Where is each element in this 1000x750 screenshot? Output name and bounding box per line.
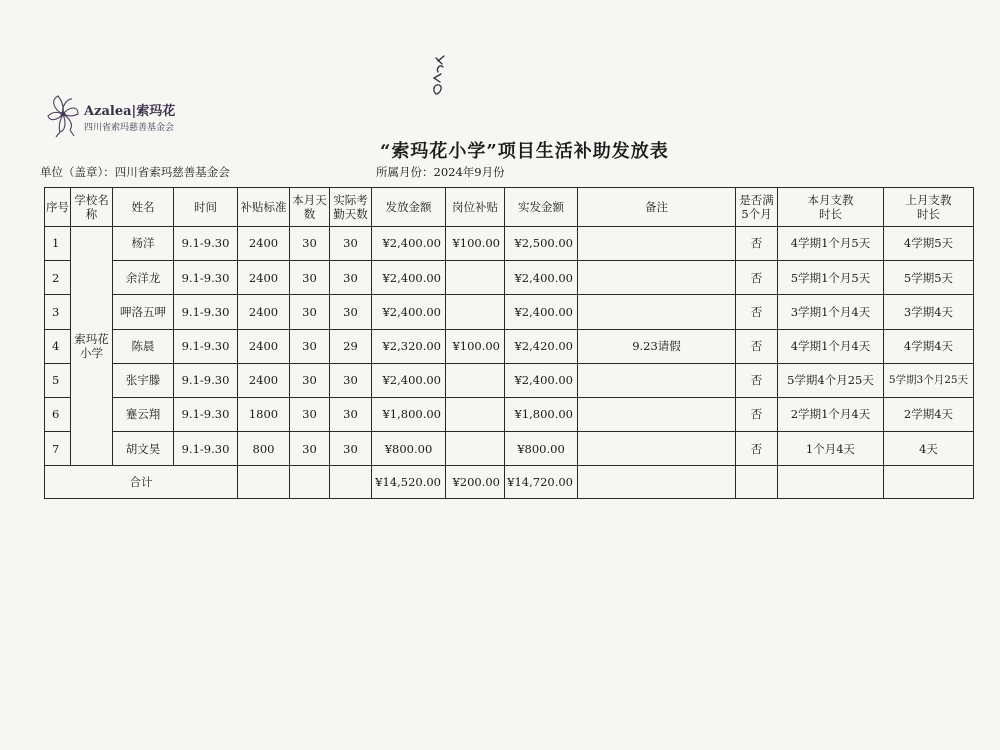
cell-net-amount: ¥2,400.00	[505, 295, 578, 329]
cell-month-days: 30	[290, 397, 330, 431]
subsidy-table	[44, 187, 974, 499]
logo-brand-text: Azalea|索玛花	[84, 104, 176, 119]
cell-name: 余洋龙	[113, 261, 174, 295]
total-row	[45, 466, 974, 499]
cell-period: 9.1-9.30	[174, 295, 238, 329]
header-seq: 序号	[45, 188, 71, 227]
cell-seq: 3	[45, 295, 71, 329]
cell-period: 9.1-9.30	[174, 397, 238, 431]
foundation-logo	[44, 92, 194, 142]
cell-standard: 2400	[238, 295, 290, 329]
cell-net-amount: ¥2,500.00	[505, 227, 578, 261]
total-empty-cell	[290, 466, 330, 499]
cell-name: 呷洛五呷	[113, 295, 174, 329]
cell-last-month-duration: 2学期4天	[884, 397, 974, 431]
cell-net-amount: ¥1,800.00	[505, 397, 578, 431]
cell-post-subsidy	[446, 363, 505, 397]
cell-month-days: 30	[290, 261, 330, 295]
cell-seq: 7	[45, 432, 71, 466]
cell-standard: 2400	[238, 227, 290, 261]
cell-five-months: 否	[736, 363, 778, 397]
table-row	[45, 329, 974, 363]
cell-month-days: 30	[290, 227, 330, 261]
header-five-months: 是否满5个月	[736, 188, 778, 227]
table-row	[45, 261, 974, 295]
cell-actual-days: 30	[330, 261, 372, 295]
total-empty-cell	[736, 466, 778, 499]
cell-seq: 2	[45, 261, 71, 295]
cell-seq: 4	[45, 329, 71, 363]
header-last-month-duration: 上月支教时长	[884, 188, 974, 227]
header-post-subsidy: 岗位补贴	[446, 188, 505, 227]
table-row	[45, 295, 974, 329]
cell-this-month-duration: 3学期1个月4天	[778, 295, 884, 329]
cell-period: 9.1-9.30	[174, 261, 238, 295]
cell-five-months: 否	[736, 329, 778, 363]
cell-standard: 2400	[238, 261, 290, 295]
cell-last-month-duration: 5学期3个月25天	[884, 363, 974, 397]
cell-this-month-duration: 5学期1个月5天	[778, 261, 884, 295]
cell-seq: 1	[45, 227, 71, 261]
total-empty-cell	[238, 466, 290, 499]
cell-five-months: 否	[736, 227, 778, 261]
cell-remark	[578, 397, 736, 431]
cell-actual-days: 30	[330, 432, 372, 466]
cell-remark	[578, 432, 736, 466]
header-standard: 补贴标准	[238, 188, 290, 227]
cell-standard: 800	[238, 432, 290, 466]
cell-name: 胡文昊	[113, 432, 174, 466]
header-net-amount: 实发金额	[505, 188, 578, 227]
total-post-subsidy: ¥200.00	[446, 466, 505, 499]
total-empty-cell	[778, 466, 884, 499]
cell-seq: 6	[45, 397, 71, 431]
cell-seq: 5	[45, 363, 71, 397]
header-amount: 发放金额	[372, 188, 446, 227]
cell-actual-days: 29	[330, 329, 372, 363]
cell-post-subsidy: ¥100.00	[446, 227, 505, 261]
month-label: 所属月份：2024年9月份	[376, 165, 505, 179]
azalea-flower-icon	[44, 92, 82, 138]
total-empty-cell	[578, 466, 736, 499]
header-school: 学校名称	[71, 188, 113, 227]
header-period: 时间	[174, 188, 238, 227]
header-this-month-duration: 本月支教时长	[778, 188, 884, 227]
cell-this-month-duration: 4学期1个月4天	[778, 329, 884, 363]
cell-post-subsidy	[446, 261, 505, 295]
cell-remark	[578, 227, 736, 261]
cell-period: 9.1-9.30	[174, 363, 238, 397]
cell-remark	[578, 295, 736, 329]
cell-amount: ¥1,800.00	[372, 397, 446, 431]
unit-label: 单位（盖章）：四川省索玛慈善基金会	[40, 165, 230, 179]
cell-amount: ¥2,400.00	[372, 295, 446, 329]
cell-standard: 2400	[238, 363, 290, 397]
cell-amount: ¥2,400.00	[372, 363, 446, 397]
cell-this-month-duration: 2学期1个月4天	[778, 397, 884, 431]
table-row	[45, 363, 974, 397]
cell-this-month-duration: 5学期4个月25天	[778, 363, 884, 397]
cell-last-month-duration: 4天	[884, 432, 974, 466]
handwritten-date-note	[428, 52, 458, 98]
cell-net-amount: ¥2,400.00	[505, 261, 578, 295]
cell-net-amount: ¥2,420.00	[505, 329, 578, 363]
header-actual-days: 实际考勤天数	[330, 188, 372, 227]
cell-post-subsidy	[446, 295, 505, 329]
cell-net-amount: ¥2,400.00	[505, 363, 578, 397]
header-month-days: 本月天数	[290, 188, 330, 227]
cell-standard: 2400	[238, 329, 290, 363]
cell-remark	[578, 261, 736, 295]
cell-month-days: 30	[290, 363, 330, 397]
cell-this-month-duration: 1个月4天	[778, 432, 884, 466]
cell-school-name: 索玛花小学	[71, 227, 113, 466]
cell-five-months: 否	[736, 261, 778, 295]
cell-post-subsidy: ¥100.00	[446, 329, 505, 363]
cell-period: 9.1-9.30	[174, 329, 238, 363]
cell-month-days: 30	[290, 432, 330, 466]
cell-amount: ¥800.00	[372, 432, 446, 466]
logo-subtitle: 四川省索玛慈善基金会	[84, 123, 175, 133]
table-row	[45, 397, 974, 431]
total-empty-cell	[884, 466, 974, 499]
cell-standard: 1800	[238, 397, 290, 431]
cell-name: 蹇云翔	[113, 397, 174, 431]
cell-net-amount: ¥800.00	[505, 432, 578, 466]
cell-period: 9.1-9.30	[174, 227, 238, 261]
cell-name: 陈晨	[113, 329, 174, 363]
table-header-row	[45, 188, 974, 227]
header-remark: 备注	[578, 188, 736, 227]
cell-month-days: 30	[290, 295, 330, 329]
table-row	[45, 227, 974, 261]
cell-actual-days: 30	[330, 397, 372, 431]
table-row	[45, 432, 974, 466]
cell-amount: ¥2,320.00	[372, 329, 446, 363]
cell-post-subsidy	[446, 397, 505, 431]
page-title: “索玛花小学”项目生活补助发放表	[380, 141, 669, 162]
cell-last-month-duration: 3学期4天	[884, 295, 974, 329]
cell-this-month-duration: 4学期1个月5天	[778, 227, 884, 261]
cell-last-month-duration: 4学期4天	[884, 329, 974, 363]
cell-actual-days: 30	[330, 295, 372, 329]
cell-name: 张宇滕	[113, 363, 174, 397]
total-label: 合计	[45, 466, 238, 499]
cell-remark: 9.23请假	[578, 329, 736, 363]
cell-name: 杨洋	[113, 227, 174, 261]
total-net-amount: ¥14,720.00	[505, 466, 578, 499]
cell-amount: ¥2,400.00	[372, 261, 446, 295]
cell-remark	[578, 363, 736, 397]
cell-actual-days: 30	[330, 363, 372, 397]
cell-five-months: 否	[736, 397, 778, 431]
cell-actual-days: 30	[330, 227, 372, 261]
cell-last-month-duration: 5学期5天	[884, 261, 974, 295]
cell-amount: ¥2,400.00	[372, 227, 446, 261]
cell-last-month-duration: 4学期5天	[884, 227, 974, 261]
cell-five-months: 否	[736, 432, 778, 466]
cell-period: 9.1-9.30	[174, 432, 238, 466]
total-amount: ¥14,520.00	[372, 466, 446, 499]
cell-five-months: 否	[736, 295, 778, 329]
total-empty-cell	[330, 466, 372, 499]
header-name: 姓名	[113, 188, 174, 227]
cell-post-subsidy	[446, 432, 505, 466]
cell-month-days: 30	[290, 329, 330, 363]
